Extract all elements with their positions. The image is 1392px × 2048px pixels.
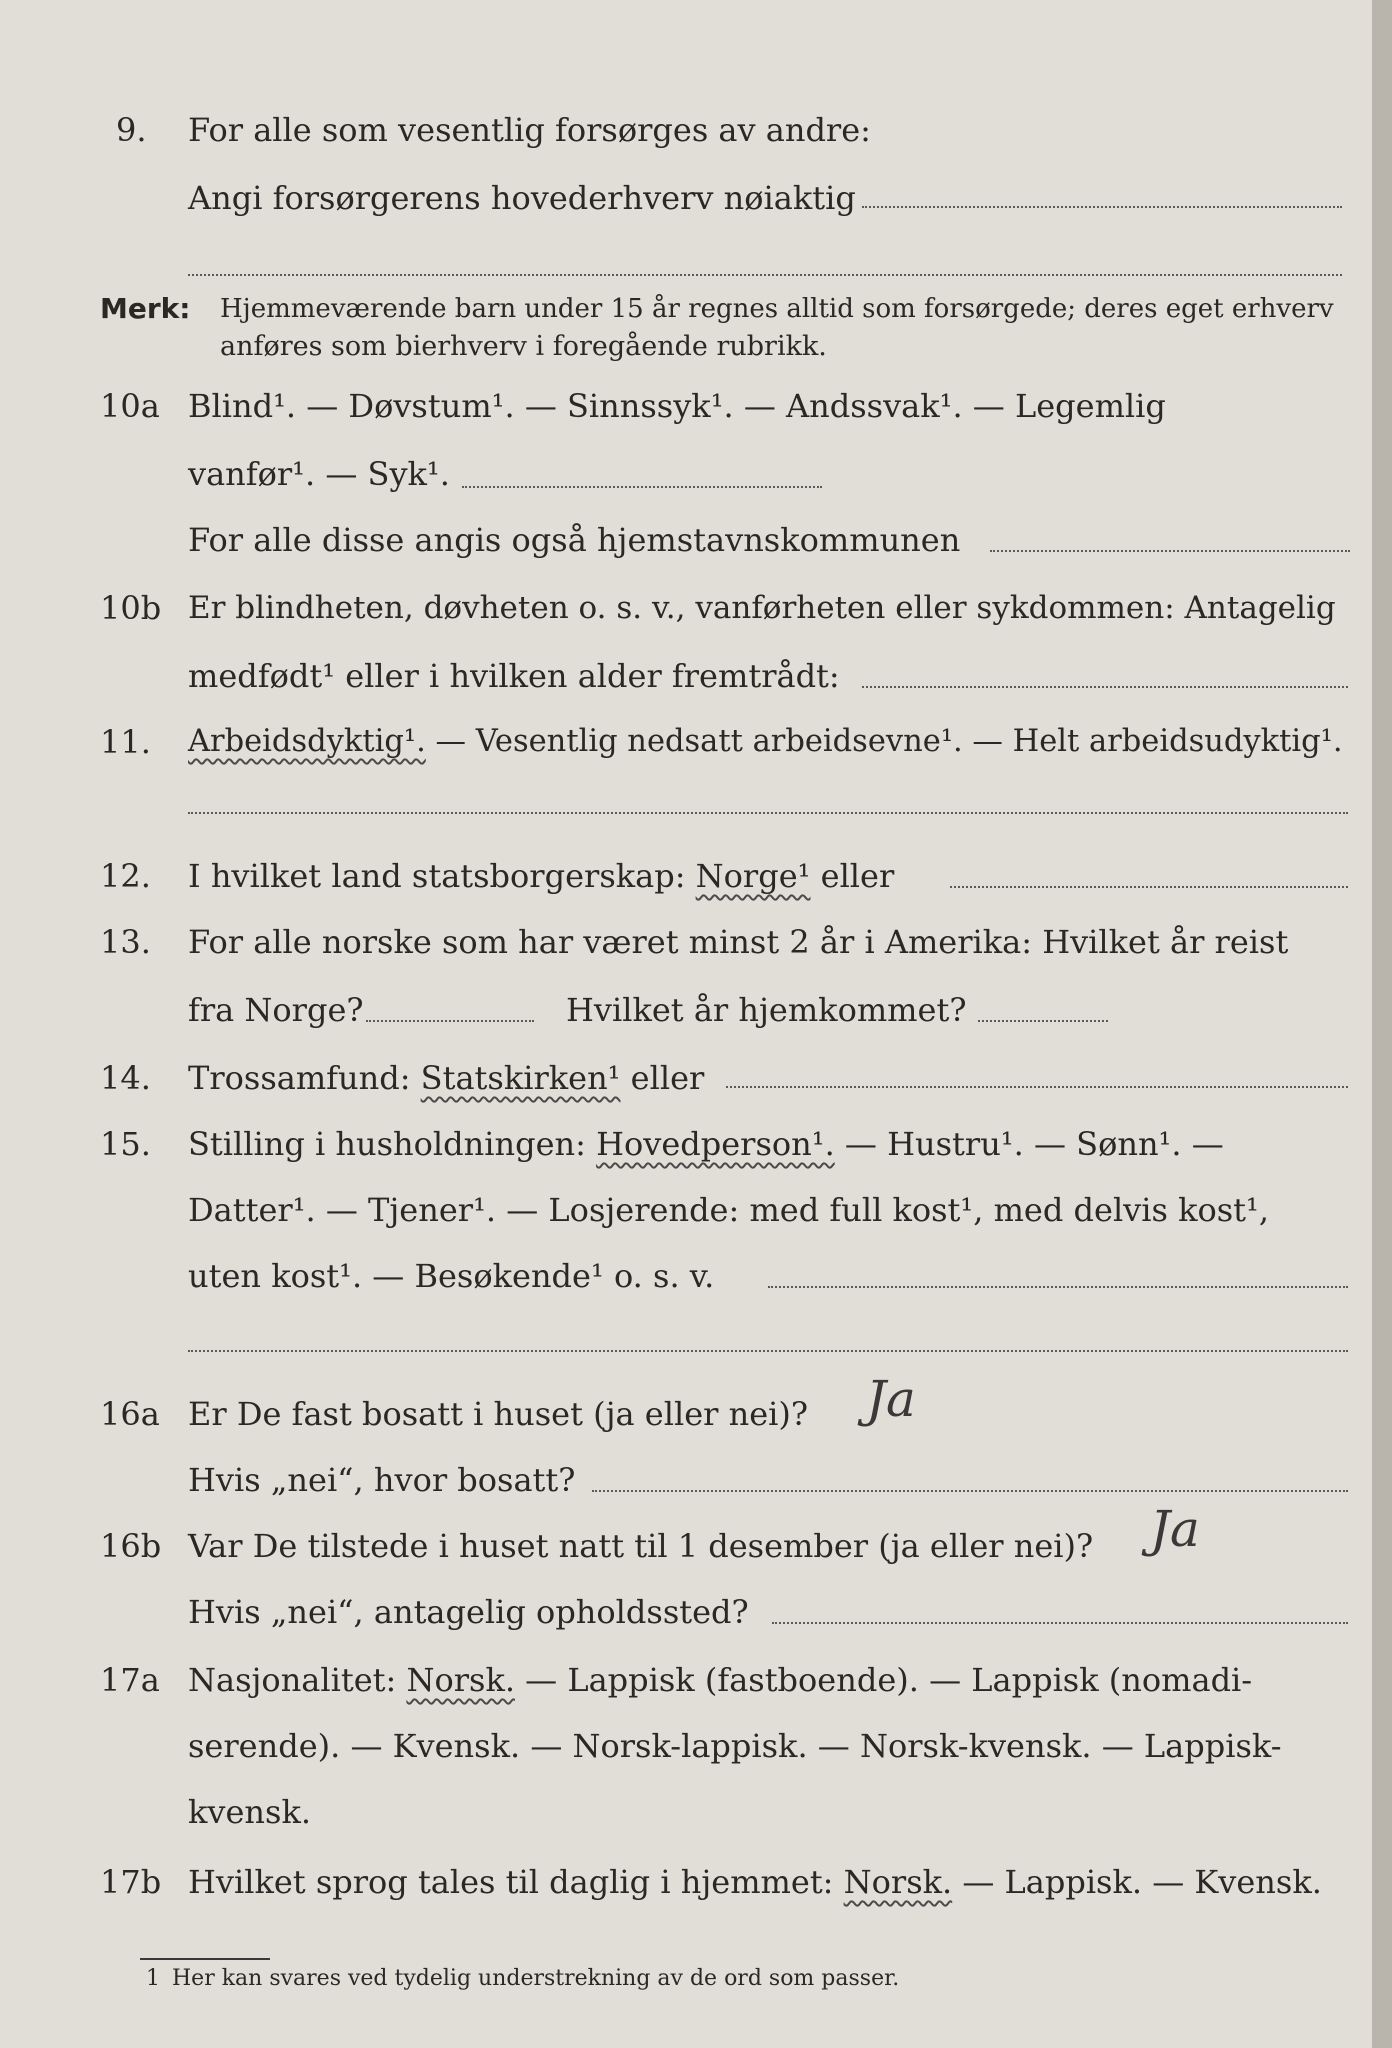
q16b-line1: Var De tilstede i huset natt til 1 desember (ja eller nei)? xyxy=(188,1527,1094,1565)
q11-number: 11. xyxy=(100,723,151,761)
q10a-number: 10a xyxy=(100,387,160,425)
q13-number: 13. xyxy=(100,923,151,961)
q9-line2: Angi forsørgerens hovederhverv nøiaktig xyxy=(188,179,856,217)
q13-line1: For alle norske som har været minst 2 år i Amerika: Hvilket år reist xyxy=(188,923,1289,961)
q10a-fill-line[interactable] xyxy=(462,486,822,488)
q15-line3: uten kost¹. — Besøkende¹ o. s. v. xyxy=(188,1257,715,1295)
q16a-handwritten-answer[interactable]: Ja xyxy=(866,1370,916,1428)
footnote-rule xyxy=(140,1958,270,1960)
q16a-line2: Hvis „nei“, hvor bosatt? xyxy=(188,1461,576,1499)
q17b-underlined-option[interactable]: Norsk. xyxy=(843,1863,953,1901)
merk-label: Merk: xyxy=(100,292,191,325)
q9-number: 9. xyxy=(116,111,147,149)
q10a-line2: vanfør¹. — Syk¹. xyxy=(188,455,450,493)
q10a-line1: Blind¹. — Døvstum¹. — Sinnssyk¹. — Andssvak¹. — Legemlig xyxy=(188,387,1166,425)
q11-line: Arbeidsdyktig¹. — Vesentlig nedsatt arbeidsevne¹. — Helt arbeidsudyktig¹. xyxy=(188,724,1343,759)
q16b-handwritten-answer[interactable]: Ja xyxy=(1150,1500,1200,1558)
q15-line2: Datter¹. — Tjener¹. — Losjerende: med full kost¹, med delvis kost¹, xyxy=(188,1191,1270,1229)
q17a-line1: Nasjonalitet: Norsk. — Lappisk (fastboende). — Lappisk (nomadi- xyxy=(188,1661,1253,1699)
q13-fill-line-year-left[interactable] xyxy=(366,1020,534,1022)
q14-line: Trossamfund: Statskirken¹ eller xyxy=(188,1059,705,1097)
q10b-line1: Er blindheten, døvheten o. s. v., vanførheten eller sykdommen: Antagelig xyxy=(188,590,1336,626)
q16a-fill-line[interactable] xyxy=(592,1490,1348,1492)
q10b-line2: medfødt¹ eller i hvilken alder fremtrådt: xyxy=(188,657,840,695)
q10b-number: 10b xyxy=(100,589,162,627)
q9-fill-line[interactable] xyxy=(862,206,1342,208)
q16b-number: 16b xyxy=(100,1527,162,1565)
q16b-fill-line[interactable] xyxy=(772,1622,1348,1624)
q16b-line2: Hvis „nei“, antagelig opholdssted? xyxy=(188,1593,749,1631)
q15-number: 15. xyxy=(100,1125,151,1163)
q9-line1: For alle som vesentlig forsørges av andre: xyxy=(188,111,871,149)
q13-fill-line-year-returned[interactable] xyxy=(978,1020,1108,1022)
q9-fill-line-2[interactable] xyxy=(188,274,1342,276)
q13-line2b: Hvilket år hjemkommet? xyxy=(566,991,967,1029)
q10b-fill-line[interactable] xyxy=(862,686,1348,688)
q17a-line3: kvensk. xyxy=(188,1793,311,1831)
q14-underlined-option[interactable]: Statskirken¹ xyxy=(420,1059,621,1097)
q11-underlined-option[interactable]: Arbeidsdyktig¹. xyxy=(188,724,426,759)
q15-line1: Stilling i husholdningen: Hovedperson¹. — Hustru¹. — Sønn¹. — xyxy=(188,1125,1224,1163)
q12-number: 12. xyxy=(100,857,151,895)
q17a-number: 17a xyxy=(100,1661,160,1699)
q10a-fill-line-2[interactable] xyxy=(990,550,1350,552)
q15-fill-line[interactable] xyxy=(768,1286,1348,1288)
q12-fill-line[interactable] xyxy=(950,886,1348,888)
q14-fill-line[interactable] xyxy=(726,1086,1348,1088)
q13-line2a: fra Norge? xyxy=(188,991,364,1029)
merk-line2: anføres som bierhverv i foregående rubrikk. xyxy=(220,331,827,362)
q17b-line: Hvilket sprog tales til daglig i hjemmet: Norsk. — Lappisk. — Kvensk. xyxy=(188,1863,1322,1901)
page-edge xyxy=(1372,0,1392,2048)
q17b-number: 17b xyxy=(100,1863,162,1901)
q10a-line3: For alle disse angis også hjemstavnskommunen xyxy=(188,521,961,559)
q17a-underlined-option[interactable]: Norsk. xyxy=(406,1661,515,1699)
q11-fill-line[interactable] xyxy=(188,812,1348,814)
q12-underlined-option[interactable]: Norge¹ xyxy=(695,857,811,895)
q16a-number: 16a xyxy=(100,1395,160,1433)
q12-line: I hvilket land statsborgerskap: Norge¹ eller xyxy=(188,857,895,895)
merk-line1: Hjemmeværende barn under 15 år regnes alltid som forsørgede; deres eget erhverv xyxy=(220,294,1334,324)
q15-fill-line-2[interactable] xyxy=(188,1350,1348,1352)
footnote-text: Her kan svares ved tydelig understrekning av de ord som passer. xyxy=(172,1966,900,1991)
q17a-line2: serende). — Kvensk. — Norsk-lappisk. — Norsk-kvensk. — Lappisk- xyxy=(188,1727,1282,1765)
q15-underlined-option[interactable]: Hovedperson¹. xyxy=(596,1125,835,1163)
footnote-mark: 1 xyxy=(146,1966,160,1991)
q14-number: 14. xyxy=(100,1059,151,1097)
q16a-line1: Er De fast bosatt i huset (ja eller nei)? xyxy=(188,1395,809,1433)
